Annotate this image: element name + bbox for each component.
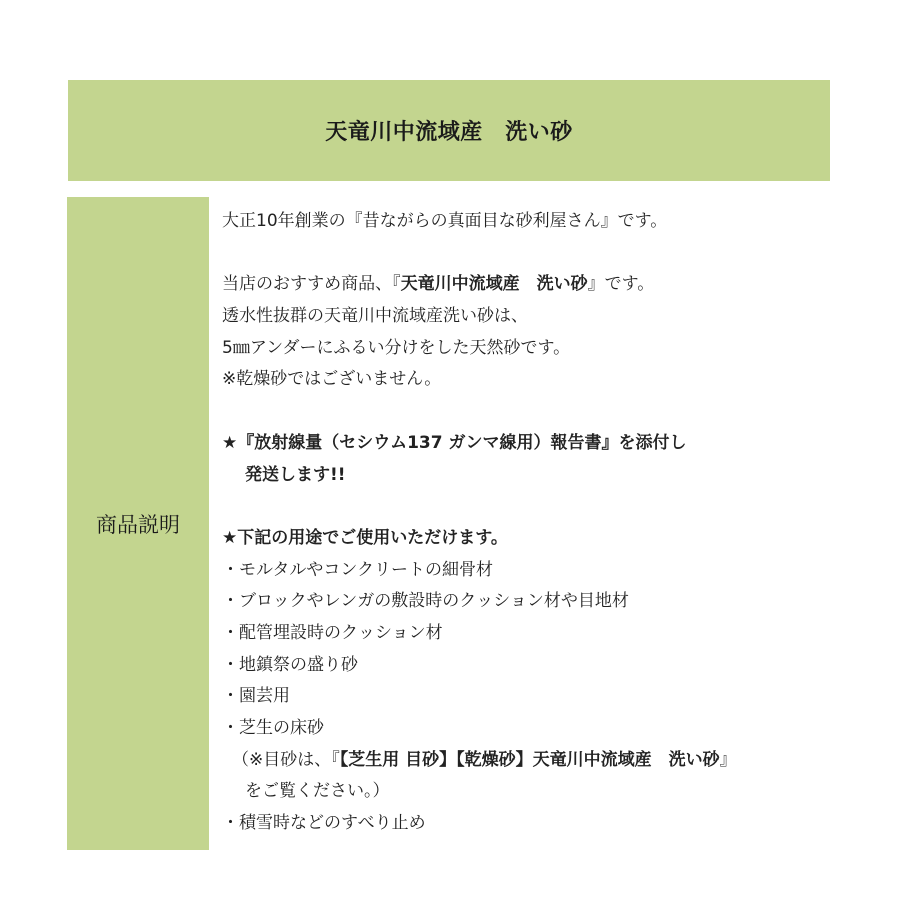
list-item: ・ブロックやレンガの敷設時のクッション材や目地材 (222, 591, 629, 612)
spacer (222, 396, 822, 428)
title-banner (68, 80, 830, 181)
report-line-2: 発送します!! (245, 464, 346, 485)
note-product: 【芝生用 目砂】【乾燥砂】天竜川中流域産 洗い砂 (339, 749, 720, 770)
recommend-line (222, 269, 822, 301)
mesuna-note-line-1 (222, 745, 822, 777)
mesuna-note-line-2: をご覧ください。） (245, 781, 390, 802)
list-item: ・モルタルやコンクリートの細骨材 (222, 559, 493, 580)
list-item: ・園芸用 (222, 686, 290, 707)
not-dried-line: ※乾燥砂ではございません。 (222, 369, 442, 390)
list-item: ・積雪時などのすべり止め (222, 813, 426, 834)
note-prefix: （※目砂は、『 (232, 749, 340, 770)
description-label: 商品説明 (96, 512, 180, 537)
recommend-product: 天竜川中流域産 洗い砂 (400, 274, 588, 295)
report-line-1: ★『放射線量（セシウム137 ガンマ線用）報告書』を添付し (222, 432, 687, 453)
list-item: ・芝生の床砂 (222, 718, 324, 738)
permeability-line: 透水性抜群の天竜川中流域産洗い砂は、 (222, 306, 528, 327)
spacer (222, 238, 822, 270)
intro-line: 大正10年創業の『昔ながらの真面目な砂利屋さん』です。 (222, 211, 668, 231)
list-item: ・地鎮祭の盛り砂 (222, 654, 358, 675)
note-suffix: 』 (719, 749, 737, 770)
uses-heading: ★下記の用途でご使用いただけます。 (222, 527, 508, 548)
description-body (222, 206, 822, 840)
description-label-cell (67, 197, 209, 850)
recommend-prefix: 当店のおすすめ商品、『 (222, 274, 401, 295)
list-item: ・配管埋設時のクッション材 (222, 622, 443, 643)
spacer (222, 491, 822, 523)
recommend-suffix: 』です。 (587, 274, 655, 295)
sieve-line: 5㎜アンダーにふるい分けをした天然砂です。 (222, 337, 571, 358)
product-title: 天竜川中流域産 洗い砂 (325, 120, 573, 145)
